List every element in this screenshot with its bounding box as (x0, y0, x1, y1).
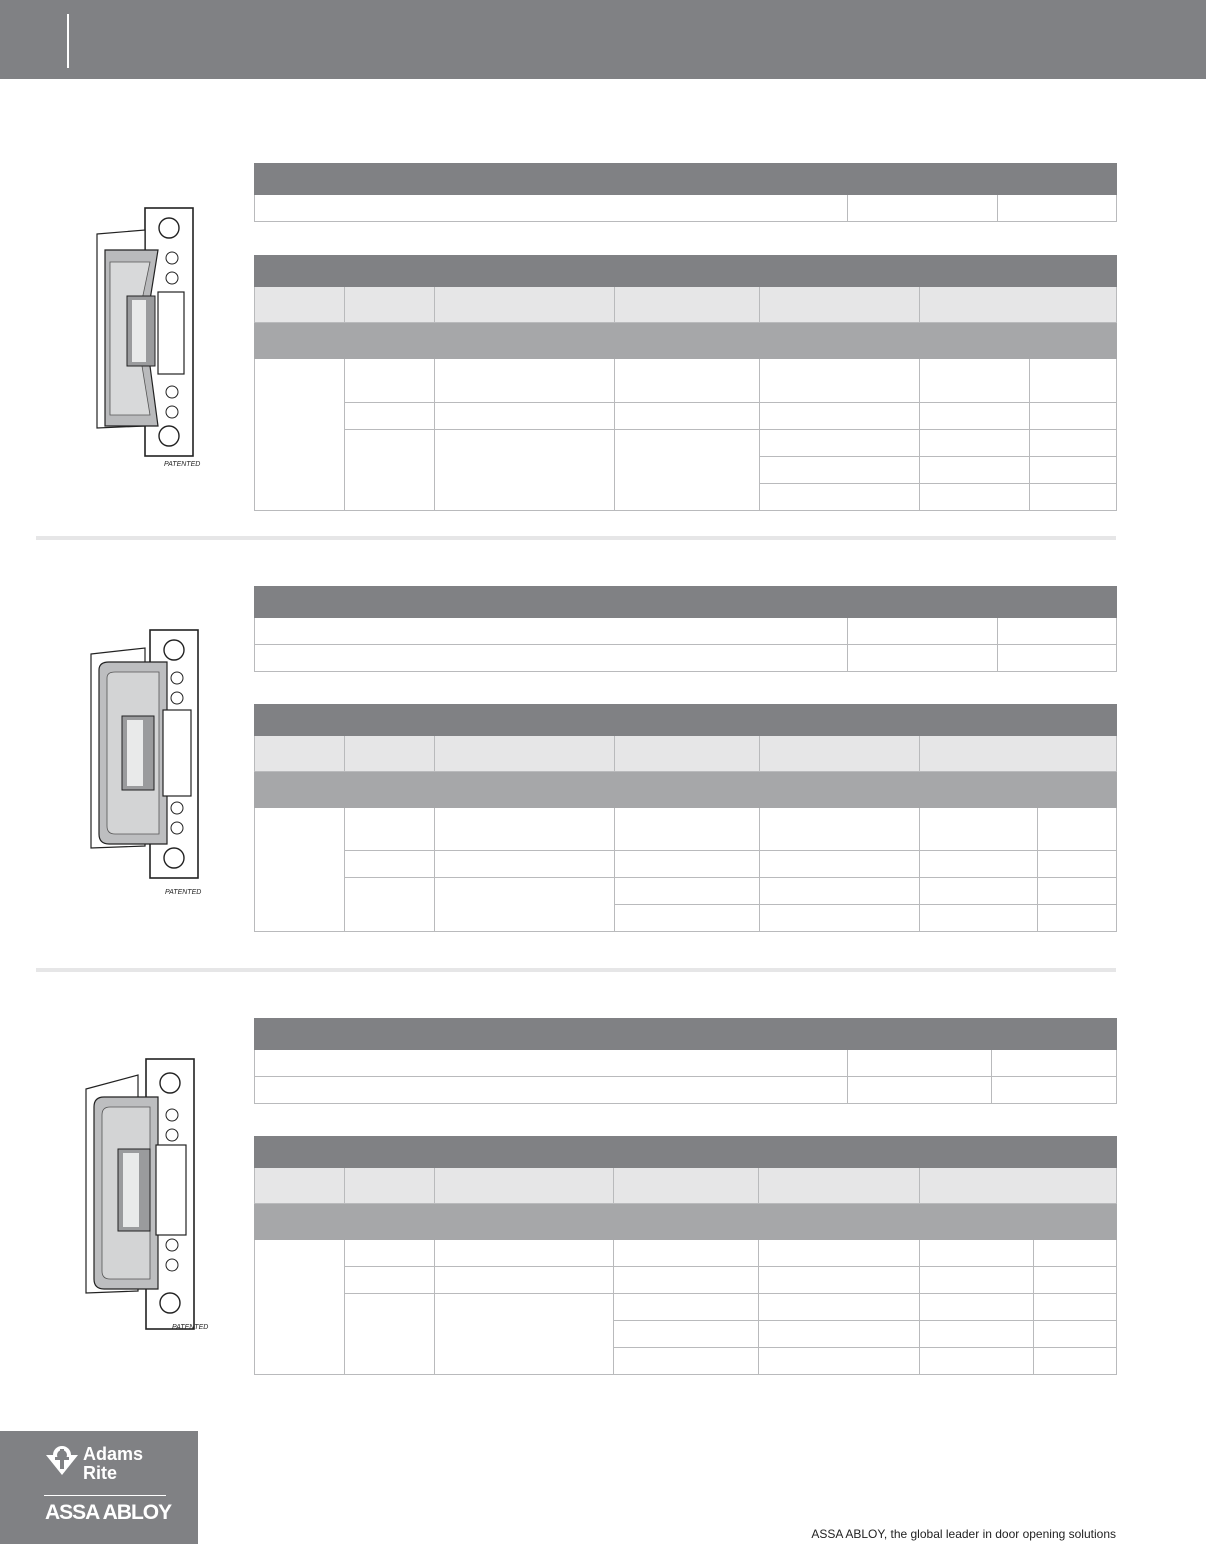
adams-rite-key-icon (44, 1443, 80, 1479)
electric-strike-image-1 (80, 200, 220, 475)
patented-label: PATENTED (165, 889, 202, 896)
product-2-model-table (254, 586, 1117, 672)
adams-rite-logo (0, 1431, 198, 1544)
electric-strike-image-3 (80, 1053, 220, 1333)
patented-label: PATENTED (172, 1324, 209, 1331)
section-divider (36, 536, 1116, 540)
product-3-spec-table (254, 1136, 1117, 1375)
product-2-spec-table (254, 704, 1117, 932)
logo-brand-line-1: Adams (83, 1444, 144, 1464)
product-1-model-table (254, 163, 1117, 222)
header-divider-tick (67, 14, 69, 68)
logo-brand-line-2: Rite (83, 1463, 118, 1483)
electric-strike-image-2 (85, 622, 225, 902)
section-divider (36, 968, 1116, 972)
product-1-spec-table (254, 255, 1117, 511)
logo-company-name: ASSA ABLOY (45, 1501, 172, 1524)
footer-tagline: ASSA ABLOY, the global leader in door opening solutions (811, 1527, 1116, 1541)
logo-rule (44, 1495, 166, 1496)
top-header-bar (0, 0, 1206, 79)
product-3-model-table (254, 1018, 1117, 1104)
patented-label: PATENTED (164, 461, 201, 468)
